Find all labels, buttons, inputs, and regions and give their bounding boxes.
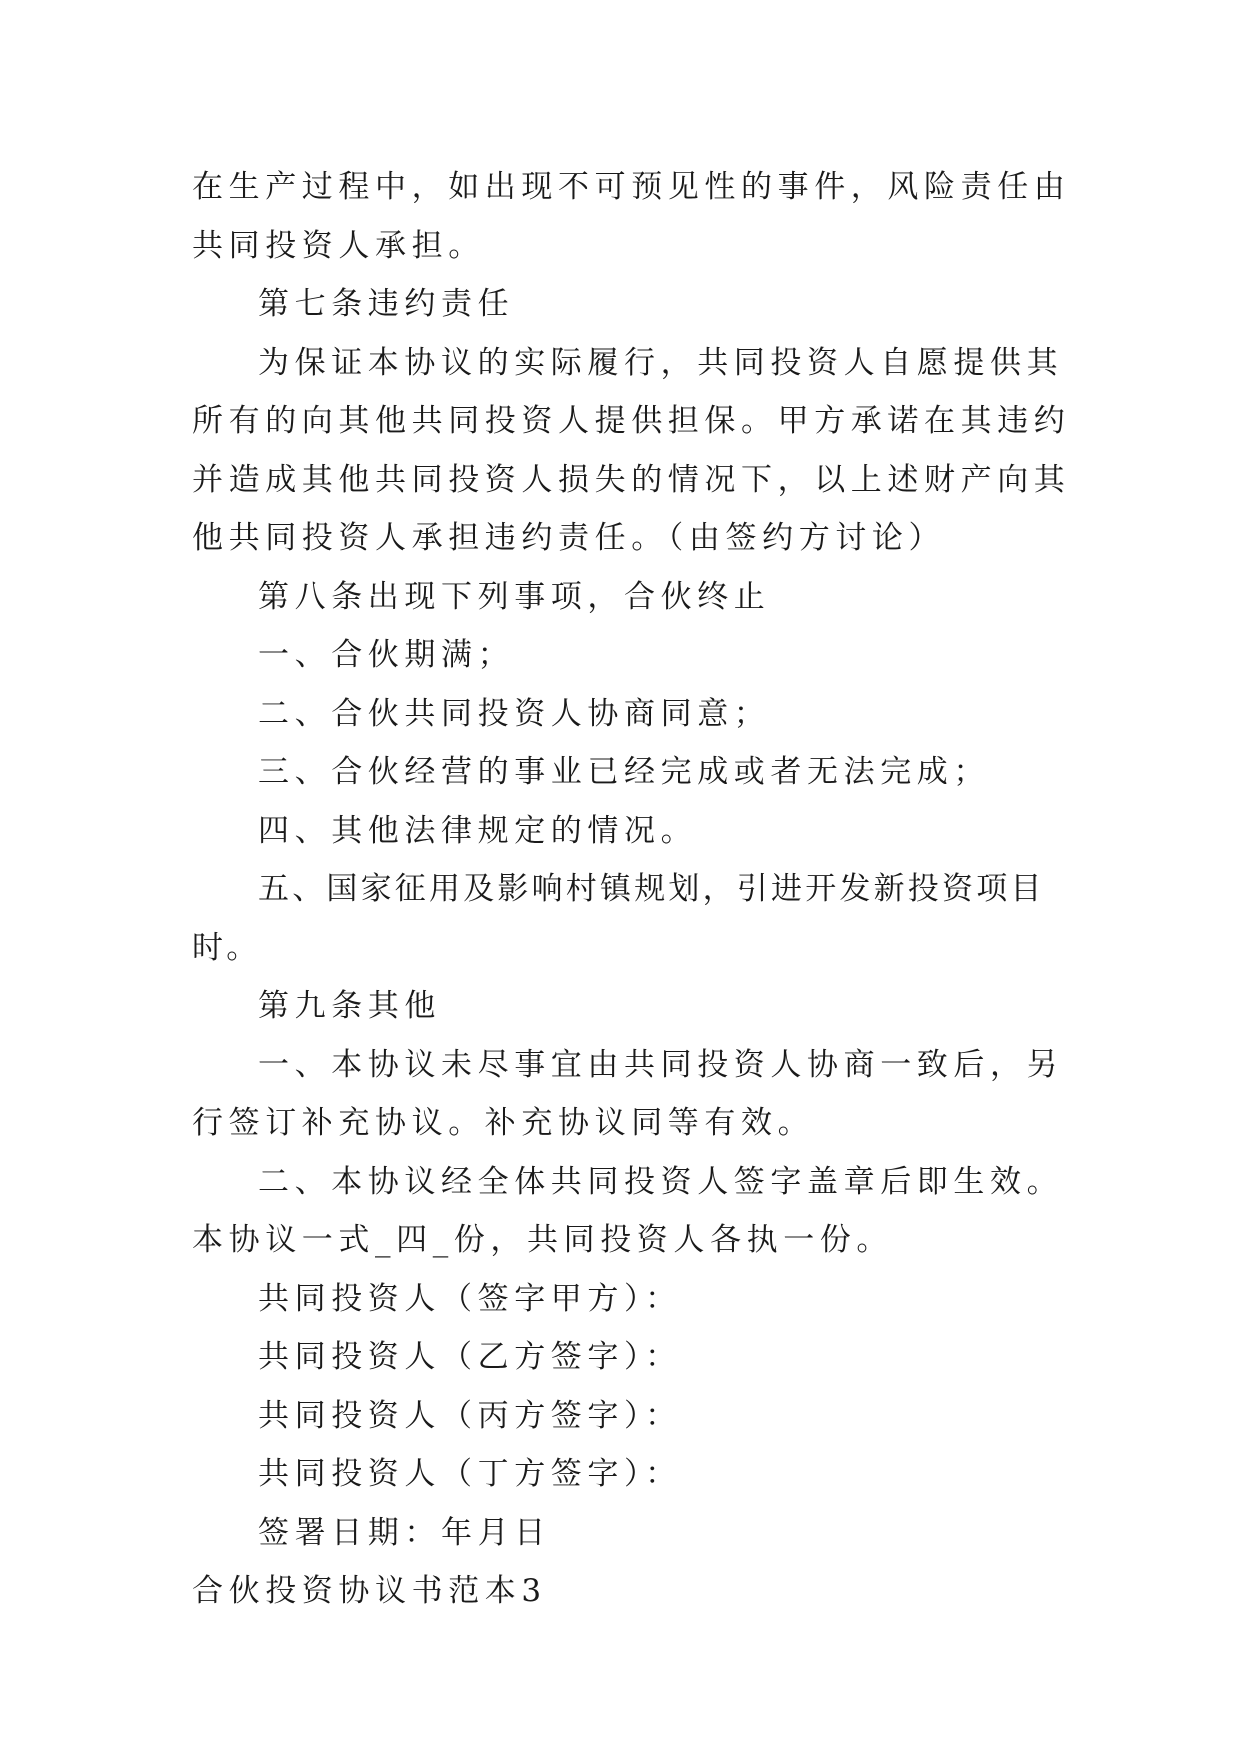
signature-line-party-b: 共同投资人（乙方签字）：: [258, 1339, 682, 1375]
heading-article-9: 第九条其他: [258, 988, 441, 1024]
list-item-termination-2: 二、合伙共同投资人协商同意；: [258, 695, 771, 732]
list-item-termination-5: 五、国家征用及影响村镇规划，引进开发新投资项目时。: [192, 871, 1045, 966]
list-item-termination-3: 三、合伙经营的事业已经完成或者无法完成；: [258, 754, 990, 790]
paragraph-risk-liability: 在生产过程中，如出现不可预见性的事件，风险责任由共同投资人承担。: [192, 169, 1071, 264]
list-item-termination-4: 四、其他法律规定的情况。: [258, 812, 698, 849]
paragraph-supplementary-agreement: 一、本协议未尽事宜由共同投资人协商一致后，另行签订补充协议。补充协议同等有效。: [192, 1046, 1064, 1141]
signature-line-party-c: 共同投资人（丙方签字）：: [258, 1397, 682, 1434]
paragraph-effectiveness: 二、本协议经全体共同投资人签字盖章后即生效。本协议一式_四_份，共同投资人各执一份。: [192, 1163, 1064, 1258]
document-body: [192, 158, 1072, 1621]
list-item-termination-1: 一、合伙期满；: [258, 637, 515, 673]
heading-article-7: 第七条违约责任: [258, 286, 515, 322]
next-document-title: 合伙投资协议书范本3: [192, 1573, 547, 1609]
paragraph-guarantee: 为保证本协议的实际履行，共同投资人自愿提供其所有的向其他共同投资人提供担保。甲方承诺在其违约并造成其他共同投资人损失的情况下，以上述财产向其他共同投资人承担违约责任。（由签约方讨论）: [192, 344, 1071, 556]
heading-article-8: 第八条出现下列事项，合伙终止: [258, 578, 771, 615]
signing-date-line: 签署日期：年月日: [258, 1514, 551, 1551]
signature-line-party-a: 共同投资人（签字甲方）：: [258, 1280, 682, 1317]
signature-line-party-d: 共同投资人（丁方签字）：: [258, 1456, 682, 1492]
